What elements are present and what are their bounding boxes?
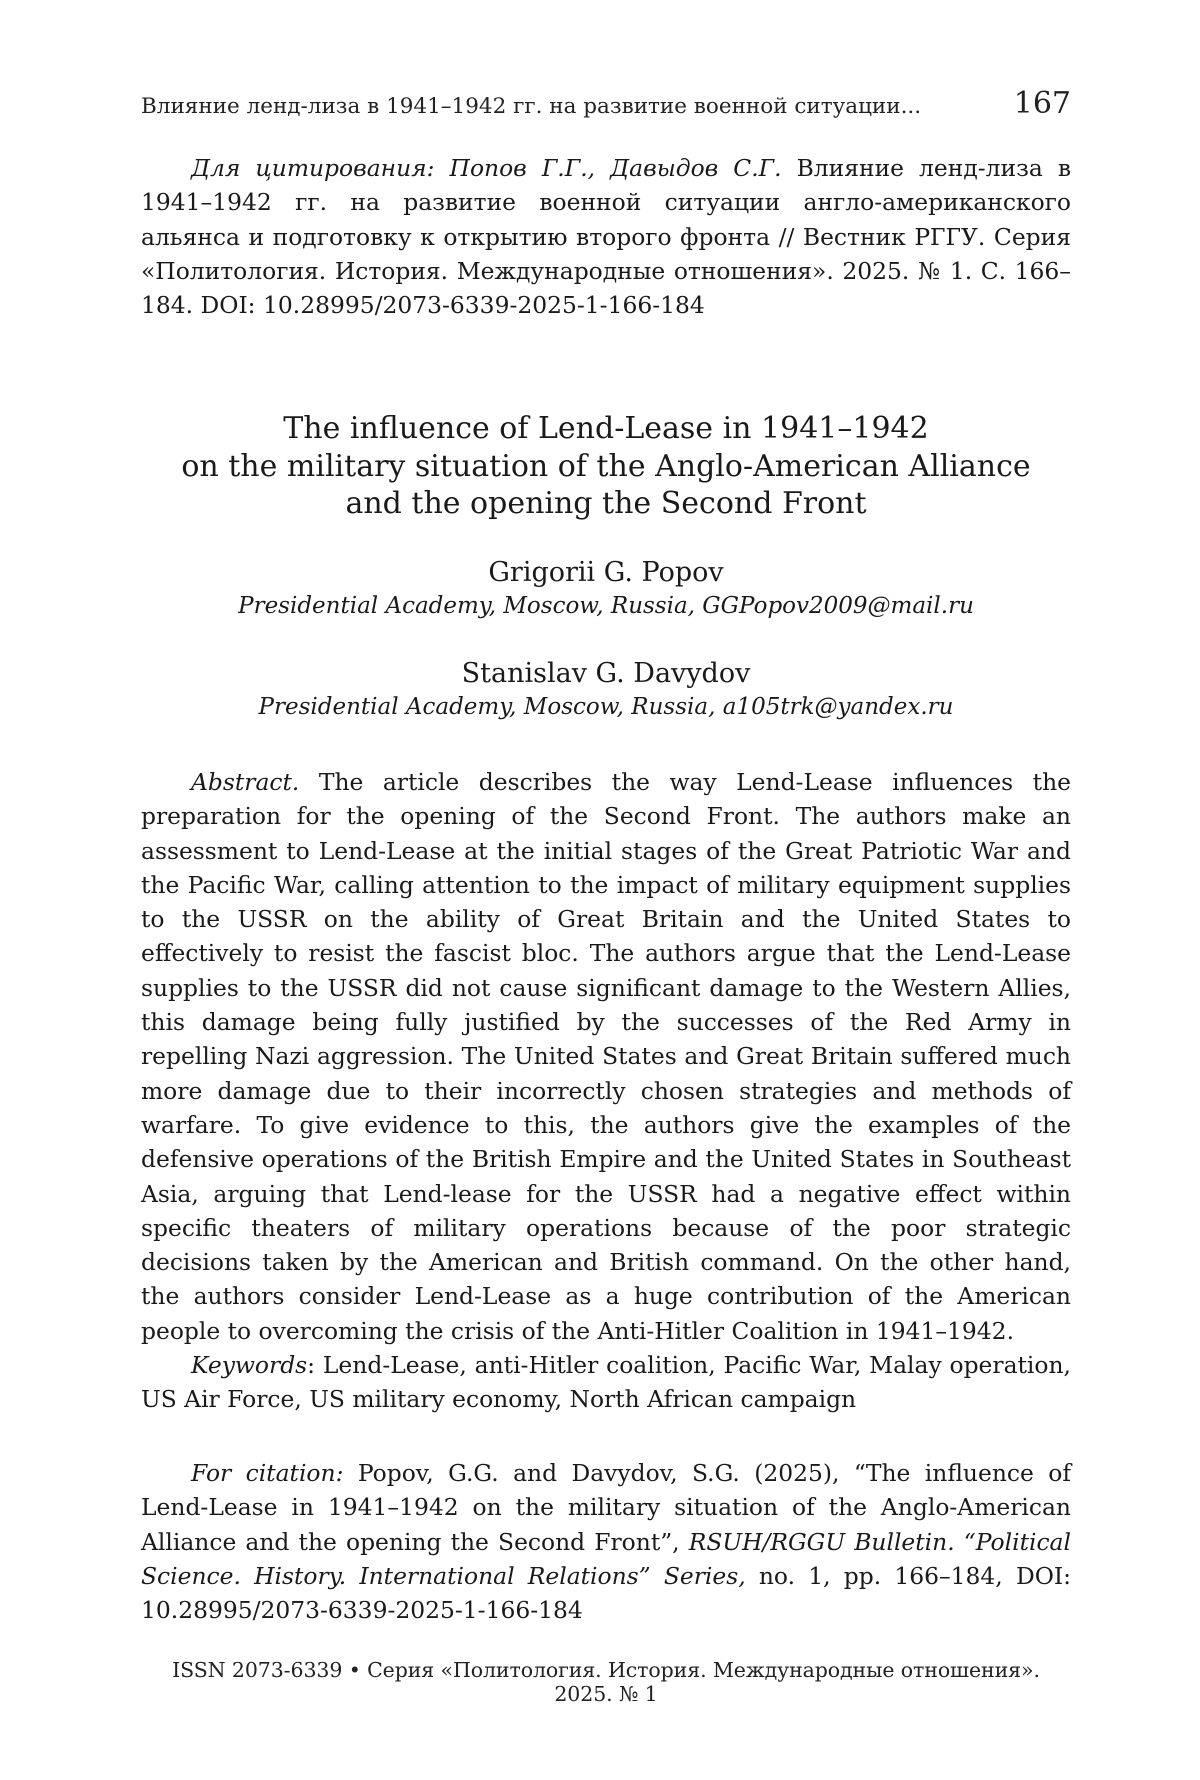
running-header: [141, 86, 1071, 126]
article-title: [141, 410, 1071, 523]
abstract-text: The article describes the way Lend-Lease influences the preparation for the opening of the Second Front. The authors make an assessment to Lend-Lease at the initial stages of the Great Patriotic War and the Pacific War, calling attention to the impact of military equipment supplies to the USSR on the ability of Great Britain and the United States to effectively to resist the fascist bloc. The authors argue that the Lend-Lease supplies to the USSR did not cause significant damage to the Western Allies, this damage being fully justified by the successes of the Red Army in repelling Nazi aggression. The United States and Great Britain suffered much more damage due to their incorrectly chosen strategies and methods of warfare. To give evidence to this, the authors give the examples of the defensive operations of the British Empire and the United States in Southeast Asia, arguing that Lend-lease for the USSR had a negative effect within specific theaters of military operations because of the poor strategic decisions taken by the American and British command. On the other hand, the authors consider Lend-Lease as a huge contribution of the American people to overcoming the crisis of the Anti-Hitler Coalition in 1941–1942.: [141, 768, 1071, 1345]
author-affiliation: Presidential Academy, Moscow, Russia, GGPopov2009@mail.ru: [141, 591, 1071, 621]
russian-citation-text: Влияние ленд-лиза в 1941–1942 гг. на развитие военной ситуации англо-американского альянса и подготовку к открытию второго фронта // Вестник РГГУ. Серия «Политология. История. Международные отношения». 2025. № 1. С. 166–184. DOI: 10.28995/2073-6339-2025-1-166-184: [141, 154, 1071, 319]
title-line-3: and the opening the Second Front: [141, 485, 1071, 523]
citation-journal: RSUH/RGGU Bulletin. “Political Science. History. International Relations” Series,: [141, 1528, 1071, 1590]
author-name: Stanislav G. Davydov: [141, 656, 1071, 692]
english-citation: [141, 1456, 1071, 1627]
abstract-paragraph: [141, 765, 1071, 1348]
author-affiliation: Presidential Academy, Moscow, Russia, a105trk@yandex.ru: [141, 692, 1071, 722]
citation-text-end: no. 1, pp. 166–184, DOI: 10.28995/2073-6339-2025-1-166-184: [141, 1562, 1071, 1624]
author-block-2: [141, 656, 1071, 722]
journal-page: [0, 0, 1200, 1780]
author-block-1: [141, 555, 1071, 621]
author-name: Grigorii G. Popov: [141, 555, 1071, 591]
keywords-paragraph: [141, 1348, 1071, 1417]
running-title: Влияние ленд-лиза в 1941–1942 гг. на развитие военной ситуации...: [141, 94, 921, 119]
citation-label: For citation:: [191, 1459, 343, 1487]
title-line-2: on the military situation of the Anglo-American Alliance: [141, 448, 1071, 486]
citation-text: Popov, G.G. and Davydov, S.G. (2025), “The influence of Lend-Lease in 1941–1942 on the military situation of the Anglo-American Alliance and the opening the Second Front”,: [141, 1459, 1071, 1556]
keywords-text: : Lend-Lease, anti-Hitler coalition, Pacific War, Malay operation, US Air Force, US military economy, North African campaign: [141, 1351, 1071, 1413]
title-line-1: The influence of Lend-Lease in 1941–1942: [141, 410, 1071, 448]
page-number: 167: [1014, 86, 1071, 121]
page-footer: ISSN 2073-6339 • Серия «Политология. История. Международные отношения». 2025. № 1: [141, 1658, 1071, 1706]
keywords-label: Keywords: [191, 1351, 307, 1379]
abstract-section: [141, 765, 1071, 1417]
russian-citation: [141, 151, 1071, 322]
abstract-label: Abstract.: [191, 768, 299, 796]
russian-citation-label: Для цитирования: Попов Г.Г., Давыдов С.Г.: [191, 154, 782, 182]
